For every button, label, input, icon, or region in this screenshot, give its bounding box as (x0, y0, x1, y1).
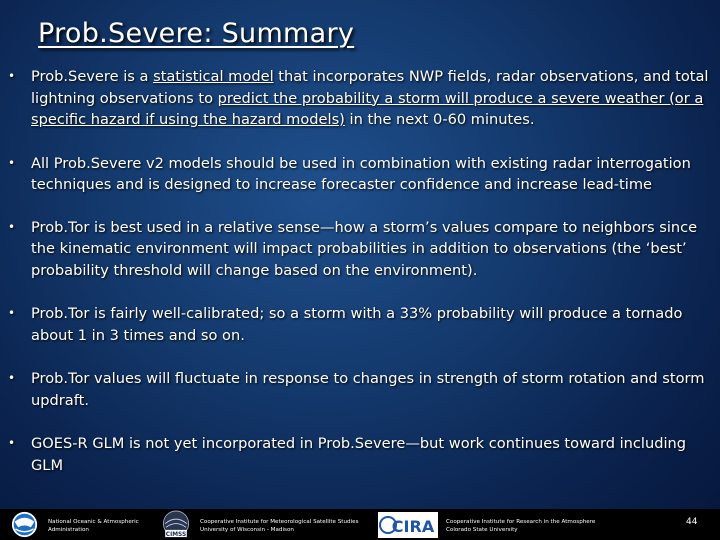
bullet-text: Prob.Severe is a (31, 68, 154, 85)
bullet-item (6, 153, 712, 196)
bullet-marker: • (8, 371, 16, 385)
bullet-item (6, 217, 712, 282)
bullet-text: in the next 0-60 minutes. (344, 111, 535, 128)
bullet-text: Prob.Tor is best used in a relative sense—how a storm’s values compare to neighbors since the kinematic environment will impact probabilities in addition to observations (the ‘best’ probability threshold will change based on the environment). (31, 218, 698, 279)
cira-logo-text: CIRA (391, 517, 435, 536)
bullet-marker: • (8, 69, 16, 83)
slide-title: Prob.Severe: Summary (38, 18, 355, 49)
noaa-logo-icon (11, 511, 38, 538)
cira-logo-icon (378, 512, 438, 538)
bullet-item (6, 368, 712, 411)
bullet-text: All Prob.Severe v2 models should be used in combination with existing radar interrogation techniques and is designed to increase forecaster confidence and increase lead-time (31, 154, 691, 193)
bullet-list (6, 66, 712, 476)
bullet-marker: • (8, 219, 16, 234)
bullet-text: Prob.Tor is fairly well-calibrated; so a storm with a 33% probability will produce a tornado about 1 in 3 times and so on. (31, 305, 683, 344)
bullet-text: Prob.Tor values will fluctuate in response to changes in strength of storm rotation and storm updraft. (31, 370, 705, 409)
bullet-item (6, 433, 712, 476)
bullet-item (6, 66, 712, 131)
bullet-text: GOES-R GLM is not yet incorporated in Prob.Severe—but work continues toward including GLM (31, 435, 687, 474)
noaa-caption: National Oceanic & Atmospheric Administration (48, 519, 139, 533)
bullet-item (6, 303, 712, 346)
underlined-phrase: statistical model (153, 68, 274, 85)
cimss-caption: Cooperative Institute for Meteorological Satellite Studies University of Wisconsin - Madison (200, 519, 359, 533)
page-number: 44 (686, 517, 698, 527)
cimss-logo-icon (158, 509, 194, 540)
cimss-logo-text: CIMSS (165, 532, 187, 539)
bullet-marker: • (8, 436, 16, 450)
footer-bar (0, 509, 720, 540)
bullet-marker: • (8, 155, 16, 170)
bullet-marker: • (8, 306, 16, 320)
bullet-text: that incorporates NWP fields, radar observations, and total lightning observations to (31, 68, 709, 107)
underlined-phrase: predict the probability a storm will produce a severe weather (or a specific hazard if using the hazard models) (31, 89, 704, 128)
cira-caption: Cooperative Institute for Research in the Atmosphere Colorado State University (446, 519, 596, 533)
